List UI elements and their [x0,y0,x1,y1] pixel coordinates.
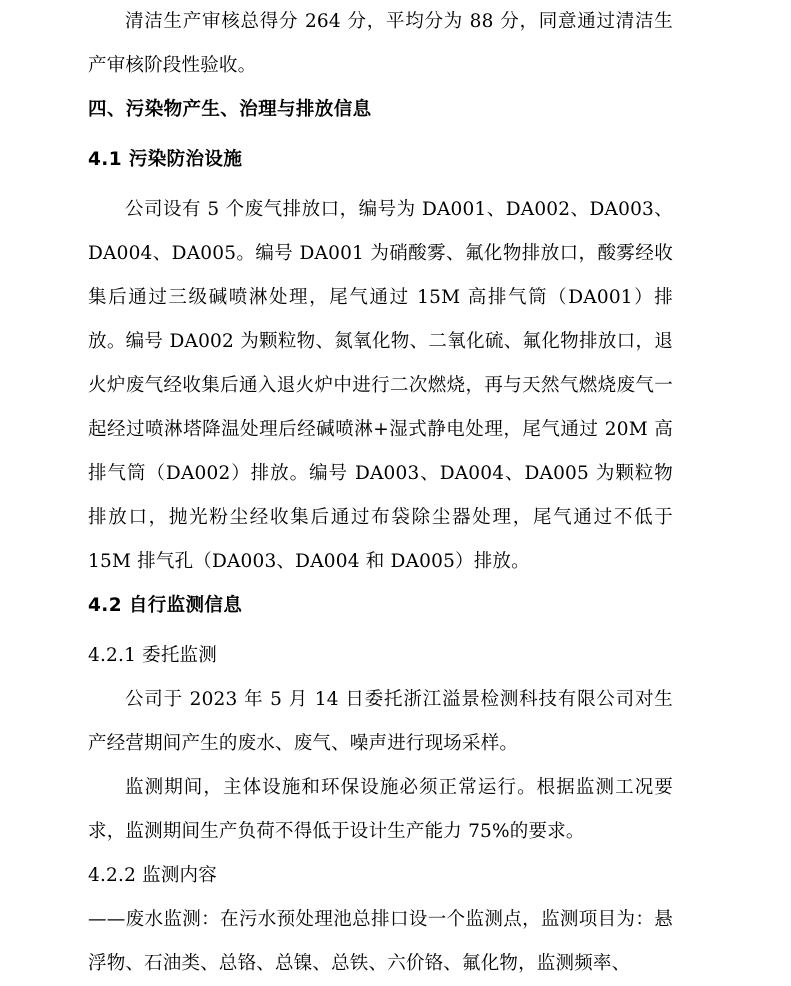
heading-4-1: 4.1 污染防治设施 [88,149,243,170]
paragraph-exhaust-outlets: 公司设有 5 个废气排放口，编号为 DA001、DA002、DA003、DA004、DA005。编号 DA001 为硝酸雾、氟化物排放口，酸雾经收集后通过三级碱喷淋处理，尾气通过 15M 高排气筒（DA001）排放。编号 DA002 为颗粒物、氮氧化物、二氧化硫、氟化物排放口，退火炉废气经收集后通入退火炉中进行二次燃烧，再与天然气燃烧废气一起经过喷淋塔降温处理后经碱喷淋+湿式静电处理，尾气通过 20M 高排气筒（DA002）排放。编号 DA003、DA004、DA005 为颗粒物排放口，抛光粉尘经收集后通过布袋除尘器处理，尾气通过不低于 15M 排气孔（DA003、DA004 和 DA005）排放。 [88,199,673,572]
paragraph-monitoring-conditions: 监测期间，主体设施和环保设施必须正常运行。根据监测工况要求，监测期间生产负荷不得低于设计生产能力 75%的要求。 [88,777,673,842]
paragraph-commissioned-monitoring: 公司于 2023 年 5 月 14 日委托浙江溢景检测科技有限公司对生产经营期间产生的废水、废气、噪声进行现场采样。 [88,689,673,754]
heading-4-2-1: 4.2.1 委托监测 [88,645,217,666]
heading-4-2-2: 4.2.2 监测内容 [88,865,217,886]
heading-section-4: 四、污染物产生、治理与排放信息 [88,99,372,120]
heading-4-2: 4.2 自行监测信息 [88,595,243,616]
paragraph-wastewater-monitoring: ——废水监测：在污水预处理池总排口设一个监测点，监测项目为：悬浮物、石油类、总铬、总镍、总铁、六价铬、氟化物，监测频率、 [88,909,673,974]
paragraph-audit-score: 清洁生产审核总得分 264 分，平均分为 88 分，同意通过清洁生产审核阶段性验收。 [88,11,673,76]
document-content [88,0,673,986]
